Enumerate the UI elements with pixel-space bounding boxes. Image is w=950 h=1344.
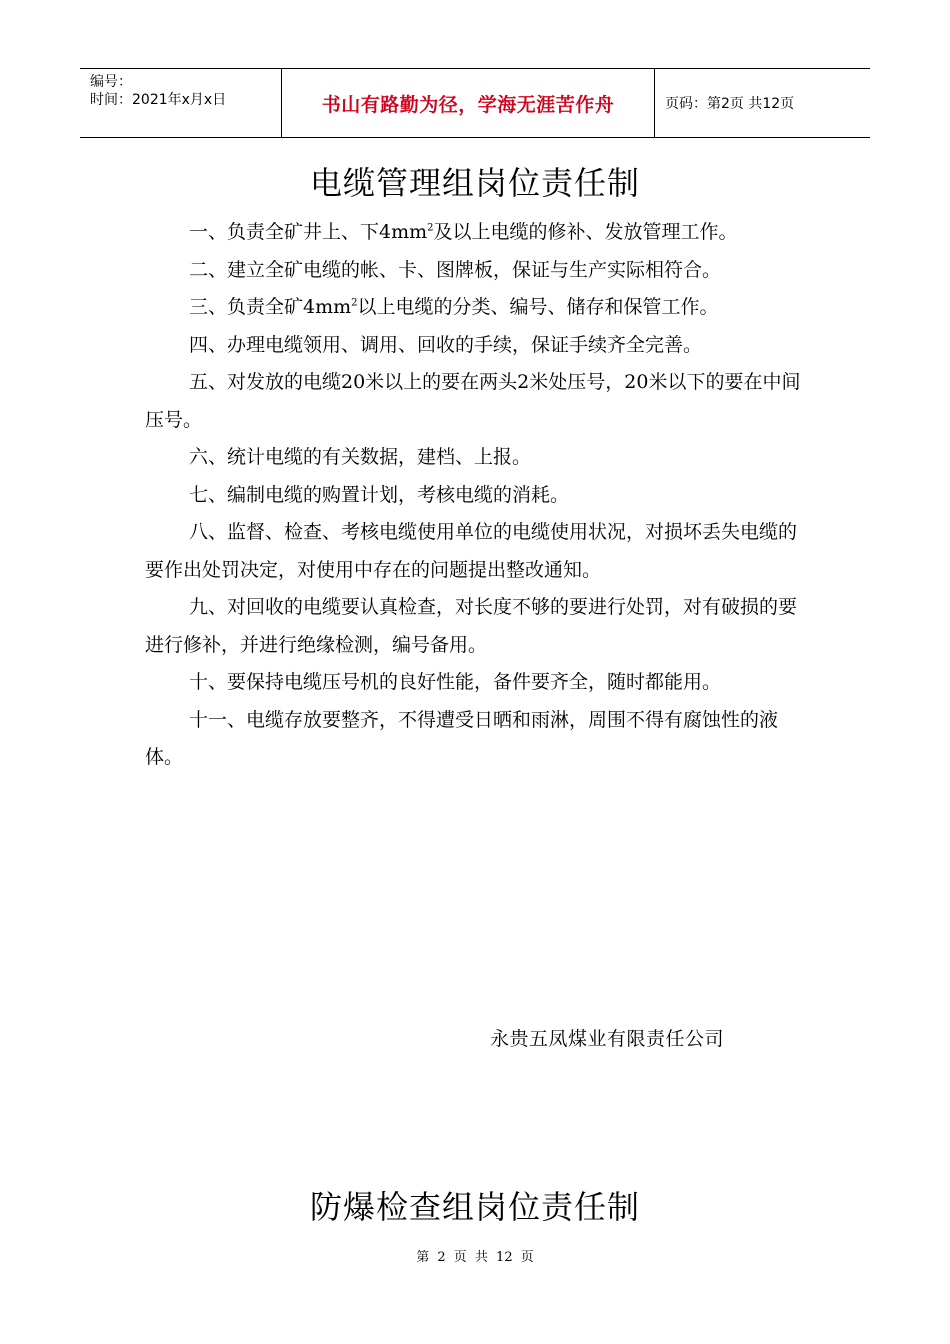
responsibility-item	[145, 702, 810, 777]
responsibility-item	[145, 252, 810, 290]
unit-superscript: 2	[351, 297, 358, 309]
item-text: 九、对回收的电缆要认真检查，对长度不够的要进行处罚，对有破损的要进行修补，并进行绝缘检测，编号备用。	[145, 596, 798, 656]
item-text: 五、对发放的电缆20米以上的要在两头2米处压号，20米以下的要在中间压号。	[145, 371, 801, 431]
page-footer: 第 2 页 共 12 页	[416, 1250, 534, 1265]
responsibility-item	[145, 327, 810, 365]
header-meta	[80, 69, 282, 137]
item-text: 八、监督、检查、考核电缆使用单位的电缆使用状况，对损坏丢失电缆的要作出处罚决定，对使用中存在的问题提出整改通知。	[145, 521, 798, 581]
header-motto-cell	[282, 69, 655, 137]
item-text: 六、统计电缆的有关数据，建档、上报。	[189, 446, 532, 468]
next-section-title: 防爆检查组岗位责任制	[309, 1188, 640, 1226]
item-text: 二、建立全矿电缆的帐、卡、图牌板，保证与生产实际相符合。	[189, 258, 722, 281]
company-name: 永贵五凤煤业有限责任公司	[490, 1028, 725, 1050]
item-text-continued: 以上电缆的分类、编号、储存和保管工作。	[357, 296, 719, 318]
unit-superscript: 2	[427, 222, 434, 234]
responsibility-item	[145, 364, 810, 439]
item-text: 七、编制电缆的购置计划，考核电缆的消耗。	[189, 483, 570, 506]
item-text: 十、要保持电缆压号机的良好性能，备件要齐全，随时都能用。	[189, 671, 722, 693]
responsibility-item	[145, 589, 810, 664]
header-page-info	[655, 69, 870, 137]
item-text: 三、负责全矿4mm	[189, 296, 352, 318]
document-time-label: 时间：2021年x月x日	[90, 92, 227, 108]
responsibility-item	[145, 477, 810, 515]
page-info-text: 页码：第2页 共12页	[665, 96, 795, 112]
responsibility-item	[145, 289, 810, 327]
item-text-continued: 及以上电缆的修补、发放管理工作。	[433, 221, 738, 243]
item-text: 十一、电缆存放要整齐，不得遭受日晒和雨淋，周围不得有腐蚀性的液体。	[145, 708, 779, 768]
motto-text: 书山有路勤为径，学海无涯苦作舟	[321, 93, 615, 116]
responsibility-list	[145, 214, 810, 777]
document-number-label: 编号：	[90, 74, 132, 90]
item-text: 四、办理电缆领用、调用、回收的手续，保证手续齐全完善。	[189, 333, 703, 356]
responsibility-item	[145, 214, 810, 252]
item-text: 一、负责全矿井上、下4mm	[189, 221, 428, 243]
responsibility-item	[145, 439, 810, 477]
responsibility-item	[145, 514, 810, 589]
responsibility-item	[145, 664, 810, 702]
document-title: 电缆管理组岗位责任制	[309, 164, 640, 202]
page-header	[80, 68, 870, 138]
